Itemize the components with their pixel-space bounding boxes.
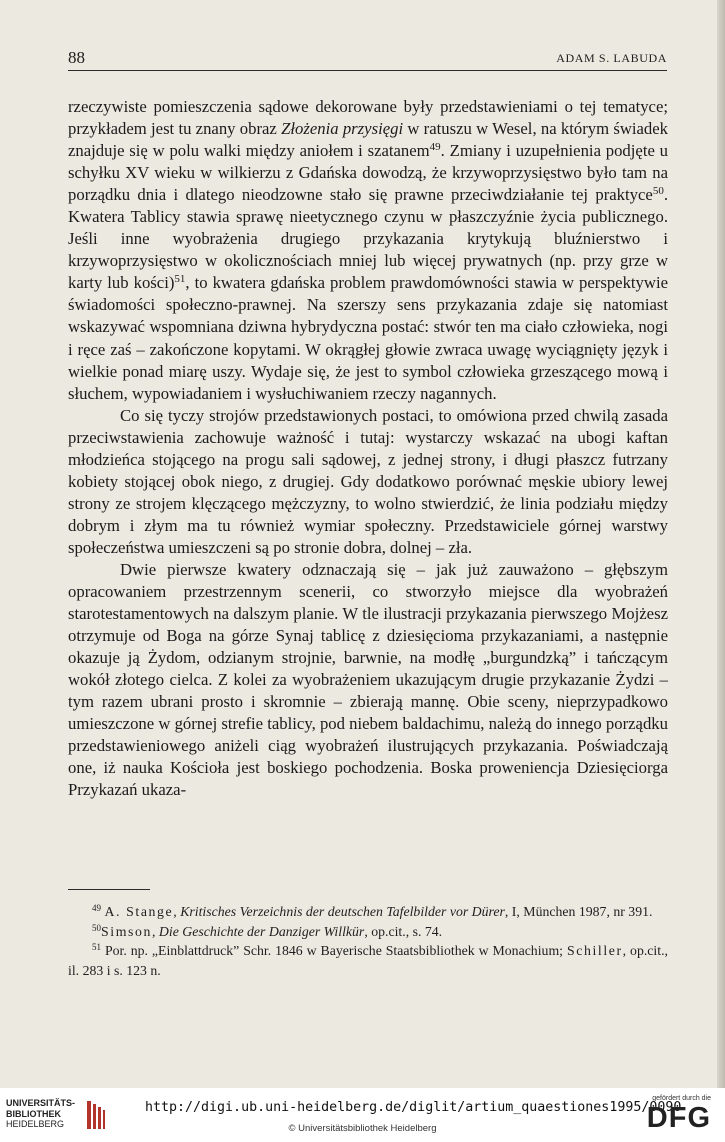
text-run: . Zmiany i uzupełnienia podjęte u schyłku XV wieku w wilkierzu z Gdańska dowodzą, że krzywoprzysięstwo było tam na porządku dnia i dlatego nieodzowne stało się prawne przeciwdziałanie tej praktyce — [68, 141, 668, 205]
main-text — [68, 96, 668, 802]
text-run: , to kwatera gdańska problem prawdomówności stawia w perspektywie świadomości społeczno-prawnej. Na szerszy sens przykazania zdaje się natomiast wskazywać wspomniana dziwna hybrydyczna postać: stwór ten ma ciało człowieka, nogi i ręce zaś – zakończone kopytami. W okrągłej głowie zwraca uwagę wyciągnięty język i wielkie ponad miarę uszy. Wydaje się, że jest to symbol człowieka grzeszącego mową i słuchem, wypowiadaniem i wysłuchiwaniem rzeczy nagannych. — [68, 273, 668, 403]
paragraph-3: Dwie pierwsze kwatery odznaczają się – jak już zauważono – głębszym opracowaniem przestrzennym scenerii, co stworzyło miejsce dla wyobrażeń starotestamentowych na dalszym planie. W tle ilustracji przykazania pierwszego Mojżesz otrzymuje od Boga na górze Synaj tablicę z dziesięcioma przykazaniami, a następnie okazuje ją Żydom, odzianym strojnie, barwnie, na modłę „burgundzką” i tańczącym wokół złotego cielca. Z kolei za wyobrażeniem ukazującym drugie przykazanie Żydzi – tym razem ubrani prosto i skromnie – zbierają mannę. Obie sceny, nieprzypadkowo umieszczone w górnej strefie tablicy, pod niebem baldachimu, należą do innego porządku przedstawieniowego aniżeli ciąg wyobrażeń ilustrujących przykazania. Poświadczają one, iż nauka Kościoła jest boskiego pochodzenia. Boska proweniencja Dziesięciorga Przykazań ukaza- — [68, 559, 668, 800]
text-run: w ratuszu w Wesel, na którym świadek znajduje się w polu walki między aniołem i szatanem — [68, 119, 669, 161]
footnote-text: , op.cit., il. 283 i s. 123 n. — [68, 943, 668, 978]
footnote-ref-50[interactable]: 50 — [652, 185, 664, 198]
dfg-logo[interactable] — [641, 1094, 711, 1138]
footnote-separator-text: , — [152, 923, 159, 939]
copyright-notice: © Universitätsbibliothek Heidelberg — [288, 1123, 437, 1134]
funder-note: gefördert durch die — [652, 1095, 711, 1102]
footnote-title: Kritisches Verzeichnis der deutschen Tafelbilder vor Dürer — [180, 904, 505, 919]
footnote-author: Schiller — [566, 943, 623, 959]
footnote-number: 51 — [92, 942, 101, 953]
library-name-line: HEIDELBERG — [6, 1119, 65, 1129]
running-head — [68, 48, 667, 70]
footnote-49 — [68, 902, 668, 922]
paragraph-2: Co się tyczy strojów przedstawionych postaci, to omówiona przed chwilą zasada przeciwstawienia zachowuje ważność i tutaj: wystarczy wskazać na ubogi kaftan młodzieńca stojącego na progu sali sądowej, z jednej strony, i długi płaszcz futrzany kobiety stojącej obok niego, z drugiej. Gdy dodatkowo porównać męskie ubiory lewej strony ze strojem klęczącego mężczyzny, to wolno stwierdzić, że linia podziału między dobrym i złym ma tu również wymiar społeczny. Przedstawiciele górnej warstwy społeczeństwa umieszczeni są po stronie dobra, dolnej – zła. — [68, 405, 668, 557]
footnote-separator — [68, 889, 150, 890]
footnote-number: 50 — [92, 922, 101, 933]
text-run: rzeczywiste pomieszczenia sądowe dekorowane były przedstawieniami o tej tematyce; przykładem jest tu znany obraz — [68, 97, 668, 139]
viewer-footer — [0, 1088, 725, 1142]
footnote-author: A. Stange — [104, 904, 174, 919]
text-run: . Kwatera Tablicy stawia sprawę nieetycznego czynu w płaszczyźnie życia publicznego. Jeśli inne wyobrażenia drugiego przykazania krytykują bluźnierstwo i krzywoprzysięstwo w okolicznościach mniej lub więcej prywatnych (np. przy grze w karty lub kości) — [68, 185, 668, 293]
paragraph-1 — [68, 96, 668, 405]
running-head-author: ADAM S. LABUDA — [556, 51, 667, 65]
page-number: 88 — [68, 48, 85, 67]
footnote-text: Por. np. „Einblattdruck” Schr. 1846 w Bayerische Staatsbibliothek w Monachium; — [104, 943, 567, 959]
footnote-separator-text: , — [173, 904, 181, 919]
footnote-title: Die Geschichte der Danziger Willkür — [158, 923, 365, 939]
library-name-line: UNIVERSITÄTS- — [6, 1098, 76, 1108]
library-name-line: BIBLIOTHEK — [6, 1108, 61, 1119]
footnote-number: 49 — [92, 903, 101, 913]
footnote-ref-51[interactable]: 51 — [174, 273, 186, 286]
artwork-title: Złożenia przysięgi — [281, 119, 404, 139]
footnotes — [68, 902, 668, 980]
permalink-url[interactable]: http://digi.ub.uni-heidelberg.de/diglit/artium_quaestiones1995/0090 — [145, 1100, 682, 1115]
footnote-51 — [68, 941, 668, 980]
footnote-50 — [68, 922, 668, 942]
footnote-text: , op.cit., s. 74. — [364, 923, 443, 939]
footnote-ref-49[interactable]: 49 — [429, 141, 441, 154]
header-rule — [68, 70, 667, 71]
dfg-wordmark: DFG — [646, 1102, 711, 1134]
footnote-author: Simson — [101, 923, 153, 939]
footnote-text: , I, München 1987, nr 391. — [504, 904, 653, 919]
page-edge-shadow — [717, 0, 725, 1088]
